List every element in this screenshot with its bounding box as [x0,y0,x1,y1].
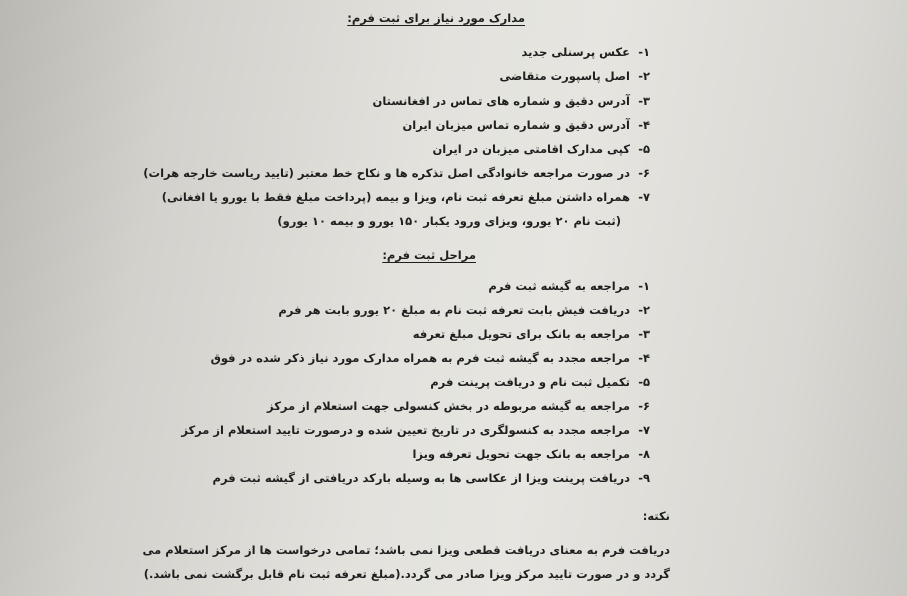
doc-item-number: ۵- [638,142,650,156]
step-item-4 [0,350,650,366]
step-item-6 [0,398,650,414]
step-item-8 [0,446,650,462]
step-item-text: مراجعه به بانک برای تحویل مبلغ تعرفه [412,327,630,341]
doc-item-text: همراه داشتن مبلغ تعرفه ثبت نام، ویزا و بیمه (پرداخت مبلغ فقط با یورو یا افغانی) [161,190,630,204]
step-item-number: ۵- [638,375,650,389]
step-item-text: دریافت پرینت ویزا از عکاسی ها به وسیله بارکد دریافتی از گیشه ثبت فرم [212,471,630,485]
step-item-text: مراجعه به گیشه ثبت فرم [488,279,630,293]
doc-item-5 [0,141,650,157]
doc-item-text: کپی مدارک اقامتی میزبان در ایران [432,142,630,156]
doc-item-number: ۲- [638,69,650,83]
step-item-number: ۴- [638,351,650,365]
step-item-number: ۸- [638,447,650,461]
note-title: نکته: [642,509,670,523]
doc-item-text: آدرس دقیق و شماره های تماس در افغانستان [372,94,630,108]
doc-item-number: ۶- [638,166,650,180]
step-item-number: ۳- [638,327,650,341]
step-item-1 [0,278,650,294]
step-item-5 [0,374,650,390]
step-item-9 [0,470,650,486]
step-item-text: مراجعه مجدد به گیشه ثبت فرم به همراه مدارک مورد نیاز ذکر شده در فوق [210,351,630,365]
doc-item-6 [0,165,650,181]
doc-item-number: ۳- [638,94,650,108]
step-item-text: مراجعه به گیشه مربوطه در بخش کنسولی جهت استعلام از مرکز [267,399,630,413]
step-item-number: ۹- [638,471,650,485]
doc-item-3 [0,93,650,109]
doc-item-7 [0,189,650,205]
doc-item-number: ۱- [638,45,650,59]
note-line-2: گردد و در صورت تایید مرکز ویزا صادر می گردد.(مبلغ تعرفه ثبت نام قابل برگشت نمی باشد.) [143,567,670,581]
doc-item-number: ۴- [638,118,650,132]
doc-item-4 [0,117,650,133]
doc-item-2 [0,68,650,84]
required-documents-title: مدارک مورد نیاز برای ثبت فرم: [347,11,525,25]
step-item-text: دریافت فیش بابت تعرفه ثبت نام به مبلغ ۲۰ یورو بابت هر فرم [278,303,630,317]
note-line-1: دریافت فرم به معنای دریافت قطعی ویزا نمی باشد؛ تمامی درخواست ها از مرکز استعلام می [142,543,670,557]
doc-item-text: در صورت مراجعه خانوادگی اصل تذکره ها و نکاح خط معتبر (تایید ریاست خارجه هرات) [143,166,630,180]
step-item-7 [0,422,650,438]
step-item-text: مراجعه مجدد به کنسولگری در تاریخ تعیین شده و درصورت تایید استعلام از مرکز [181,423,630,437]
fee-note: (ثبت نام ۲۰ یورو، ویزای ورود یکبار ۱۵۰ یورو و بیمه ۱۰ یورو) [277,214,621,228]
step-item-2 [0,302,650,318]
step-item-text: تکمیل ثبت نام و دریافت پرینت فرم [430,375,630,389]
step-item-3 [0,326,650,342]
step-item-text: مراجعه به بانک جهت تحویل تعرفه ویزا [412,447,630,461]
registration-steps-title: مراحل ثبت فرم: [382,248,476,262]
doc-item-1 [0,44,650,60]
doc-item-text: آدرس دقیق و شماره تماس میزبان ایران [402,118,630,132]
step-item-number: ۷- [638,423,650,437]
doc-item-text: اصل پاسپورت متقاضی [499,69,630,83]
doc-item-text: عکس پرسنلی جدید [521,45,630,59]
step-item-number: ۲- [638,303,650,317]
step-item-number: ۱- [638,279,650,293]
step-item-number: ۶- [638,399,650,413]
doc-item-number: ۷- [638,190,650,204]
